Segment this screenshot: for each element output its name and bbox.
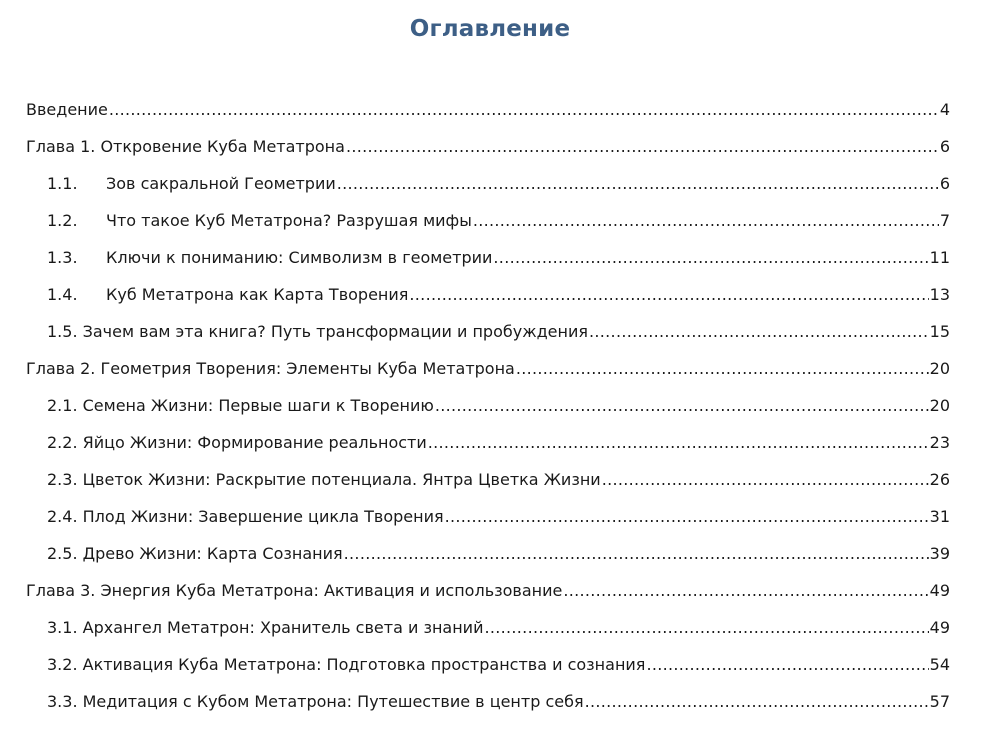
toc-page-number: 20 xyxy=(929,396,950,415)
toc-page-number: 20 xyxy=(929,359,950,378)
toc-chapter-entry[interactable] xyxy=(0,92,1000,128)
dot-leader xyxy=(428,425,929,461)
toc-section-entry[interactable] xyxy=(0,499,1000,535)
dot-leader xyxy=(109,92,939,128)
toc-chapter-entry[interactable] xyxy=(0,573,1000,609)
toc-section-entry[interactable] xyxy=(0,277,1000,313)
toc-section-entry[interactable] xyxy=(0,684,1000,720)
toc-page-number: 4 xyxy=(939,100,950,119)
toc-entry-label: 3.3. Медитация с Кубом Метатрона: Путешествие в центр себя xyxy=(47,692,584,711)
toc-entry-number: 1.3. xyxy=(47,248,78,267)
toc-section-entry[interactable] xyxy=(0,610,1000,646)
toc-entry-label: 2.3. Цветок Жизни: Раскрытие потенциала. Янтра Цветка Жизни xyxy=(47,470,601,489)
dot-leader xyxy=(563,573,928,609)
toc-chapter-entry[interactable] xyxy=(0,129,1000,165)
toc-page-number: 49 xyxy=(929,581,950,600)
toc-entry-label: Куб Метатрона как Карта Творения xyxy=(106,285,409,304)
toc-page-number: 11 xyxy=(929,248,950,267)
dot-leader xyxy=(473,203,939,239)
dot-leader xyxy=(589,314,929,350)
toc-entry-label: 3.2. Активация Куба Метатрона: Подготовка пространства и сознания xyxy=(47,655,646,674)
toc-entry-label: Глава 3. Энергия Куба Метатрона: Активация и использование xyxy=(26,581,563,600)
toc-section-entry[interactable] xyxy=(0,203,1000,239)
toc-page-number: 57 xyxy=(929,692,950,711)
toc-section-entry[interactable] xyxy=(0,314,1000,350)
toc-page-number: 49 xyxy=(929,618,950,637)
toc-entry-label: Глава 1. Откровение Куба Метатрона xyxy=(26,137,345,156)
dot-leader xyxy=(409,277,928,313)
dot-leader xyxy=(602,462,929,498)
toc-chapter-entry[interactable] xyxy=(0,351,1000,387)
dot-leader xyxy=(484,610,928,646)
toc-page-number: 6 xyxy=(939,137,950,156)
toc-page-number: 6 xyxy=(939,174,950,193)
dot-leader xyxy=(646,647,928,683)
toc-heading: Оглавление xyxy=(409,16,571,42)
toc-page-number: 26 xyxy=(929,470,950,489)
toc-entry-label: 2.5. Древо Жизни: Карта Сознания xyxy=(47,544,343,563)
toc-entry-label: Глава 2. Геометрия Творения: Элементы Куба Метатрона xyxy=(26,359,515,378)
toc-entry-number: 1.4. xyxy=(47,285,78,304)
toc-section-entry[interactable] xyxy=(0,388,1000,424)
toc-section-entry[interactable] xyxy=(0,166,1000,202)
toc-entry-number: 1.2. xyxy=(47,211,78,230)
dot-leader xyxy=(48,721,949,738)
toc-page-number: 7 xyxy=(939,211,950,230)
toc-section-entry[interactable] xyxy=(0,536,1000,572)
dot-leader xyxy=(346,129,939,165)
toc-section-entry[interactable] xyxy=(0,425,1000,461)
toc-page-number: 23 xyxy=(929,433,950,452)
toc-page-number: 31 xyxy=(929,507,950,526)
dot-leader xyxy=(585,684,929,720)
toc-page-number: 15 xyxy=(929,322,950,341)
toc-entry-label: 1.5. Зачем вам эта книга? Путь трансформации и пробуждения xyxy=(47,322,589,341)
toc-page-number: 39 xyxy=(929,544,950,563)
toc-entry-label: Введение xyxy=(26,100,108,119)
toc-page-number: 54 xyxy=(929,655,950,674)
dot-leader xyxy=(435,388,929,424)
toc-entry-label: Зов сакральной Геометрии xyxy=(106,174,336,193)
toc-entry-label: Ключи к пониманию: Символизм в геометрии xyxy=(106,248,493,267)
toc-entry-number: 1.1. xyxy=(47,174,78,193)
toc-section-entry[interactable] xyxy=(0,647,1000,683)
toc-page-number: 13 xyxy=(929,285,950,304)
dot-leader xyxy=(337,166,939,202)
dot-leader xyxy=(516,351,929,387)
dot-leader xyxy=(493,240,928,276)
toc-entry-label: 3.1. Архангел Метатрон: Хранитель света и знаний xyxy=(47,618,484,637)
toc-entry-label: 2.1. Семена Жизни: Первые шаги к Творению xyxy=(47,396,434,415)
toc-entry-label: 2.2. Яйцо Жизни: Формирование реальности xyxy=(47,433,427,452)
toc-section-entry[interactable] xyxy=(0,462,1000,498)
dot-leader xyxy=(445,499,929,535)
toc-section-entry[interactable] xyxy=(0,721,1000,738)
toc-entry-label: 2.4. Плод Жизни: Завершение цикла Творения xyxy=(47,507,444,526)
toc-entry-label: Что такое Куб Метатрона? Разрушая мифы xyxy=(106,211,472,230)
dot-leader xyxy=(344,536,929,572)
toc-section-entry[interactable] xyxy=(0,240,1000,276)
